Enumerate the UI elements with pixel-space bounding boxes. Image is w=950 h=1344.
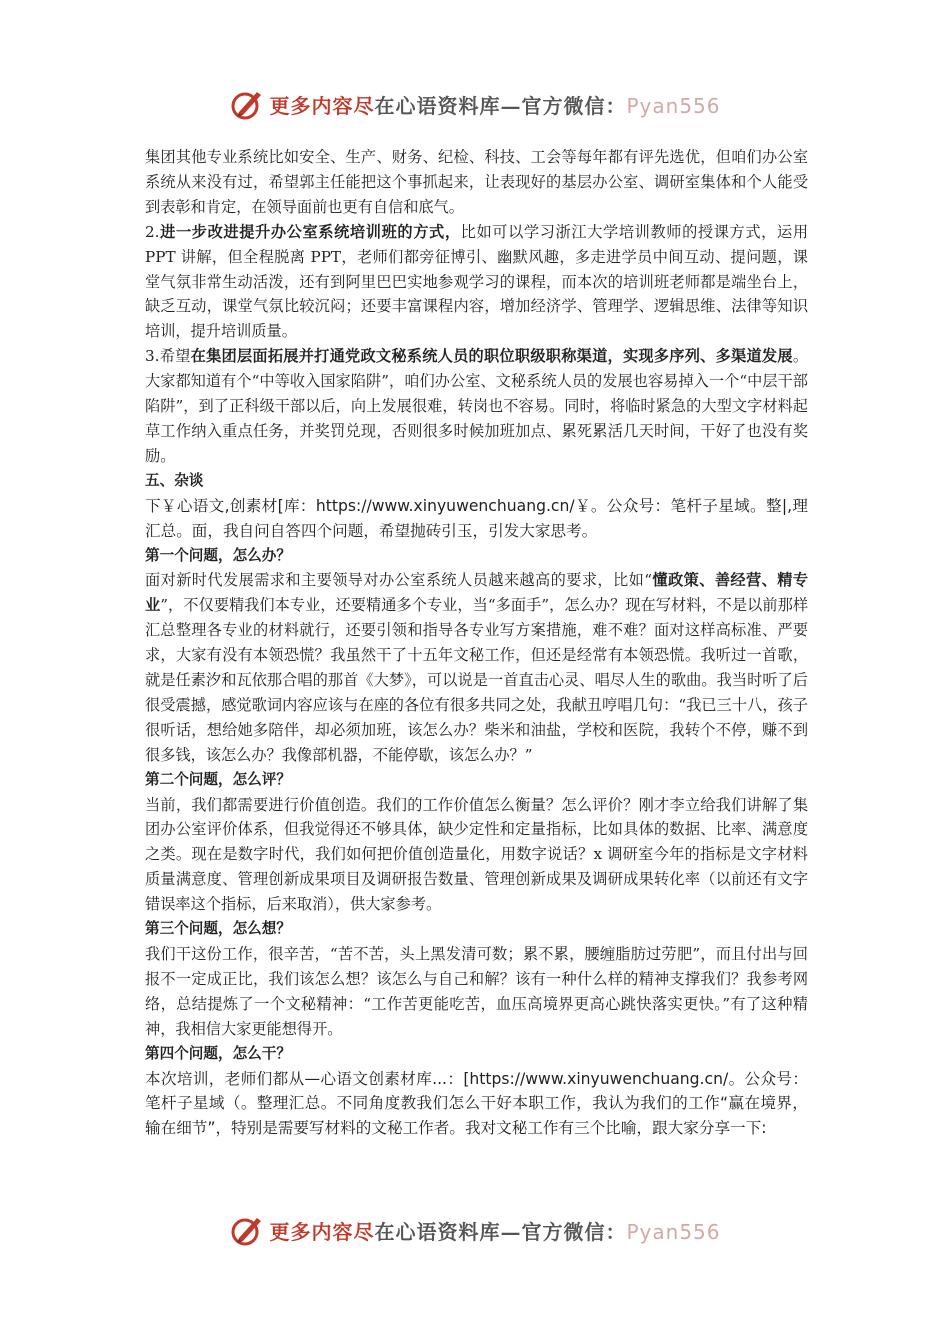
bold-phrase: 在集团层面拓展并打通党政文秘系统人员的职位职级职称渠道，实现多序列、多渠道发展: [190, 347, 793, 366]
section-heading: [145, 768, 808, 793]
text-run: ”，不仅要精我们本专业，还要精通多个专业，当“多面手”，怎么办？现在写材料，不是以前那样汇总整理各专业的材料就行，还要引领和指导各专业写方案措施，难不难？面对这样高标准、严要求，大家有没有本领恐慌？我虽然干了十五年文秘工作，但还是经常有本领恐慌。我听过一首歌，就是任素汐和瓦依那合唱的那首《大梦》，可以说是一首直击心灵、唱尽人生的歌曲。我当时听了后很受震撼，感觉歌词内容应该与在座的各位有很多共同之处，我献丑哼唱几句：“我已三十八，孩子很听话，想给她多陪伴，却必须加班，该怎么办？柴米和油盐，学校和医院，我转个不停，赚不到很多钱，该怎么办？我像部机器，不能停歇，该怎么办？”: [145, 596, 809, 764]
text-run: 第一个问题，怎么办？: [145, 546, 291, 564]
section-heading: [145, 917, 808, 942]
text-run: 集团其他专业系统比如安全、生产、财务、纪检、科技、工会等每年都有评先选优，但咱们办公室系统从来没有过，希望郭主任能把这个事抓起来，让表现好的基层办公室、调研室集体和个人能受到表彰和肯定，在领导面前也更有自信和底气。: [145, 148, 808, 216]
watermark-header: [0, 84, 950, 124]
watermark-footer: [0, 1210, 950, 1250]
watermark-text: [269, 90, 720, 119]
paragraph: [145, 145, 808, 220]
paragraph: [145, 344, 808, 469]
text-run: 面对新时代发展需求和主要领导对办公室系统人员越来越高的要求，比如“: [145, 571, 652, 590]
document-body: [145, 145, 808, 1141]
text-run: 第四个问题，怎么干？: [145, 1044, 291, 1062]
paragraph: [145, 942, 808, 1042]
watermark-wechat-id: Pyan556: [626, 93, 721, 118]
text-run: 第二个问题，怎么评？: [145, 770, 291, 788]
bold-phrase: 进一步改进提升办公室系统培训班的方式，: [159, 222, 461, 241]
text-run: 。大家都知道有个“中等收入国家陷阱”，咱们办公室、文秘系统人员的发展也容易掉入一个“中层干部陷阱”，到了正科级干部以后，向上发展很难，转岗也不容易。同时，将临时紧急的大型文字材料起草工作纳入重点任务，并奖罚兑现，否则很多时候加班加点、累死累活几天时间，干好了也没有奖励。: [145, 347, 808, 465]
section-heading: [145, 469, 808, 494]
watermark-text: [269, 1216, 720, 1245]
text-run: 当前，我们都需要进行价值创造。我们的工作价值怎么衡量？怎么评价？刚才李立给我们讲解了集团办公室评价体系，但我觉得还不够具体，缺少定性和定量指标，比如具体的数据、比率、满意度之类。现在是数字时代，我们如何把价值创造量化，用数字说话？x 调研室今年的指标是文字材料质量满意度、管理创新成果项目及调研报告数量、管理创新成果及调研成果转化率（以前还有文字错误率这个指标，后来取消），供大家参考。: [145, 795, 808, 914]
text-run: 3.希望: [145, 347, 191, 366]
watermark-wechat-id: Pyan556: [626, 1219, 721, 1244]
text-run: 第三个问题，怎么想？: [145, 920, 291, 938]
paragraph: [145, 220, 808, 345]
text-run: 我们干这份工作，很辛苦，“苦不苦，头上黑发清可数；累不累，腰缠脂肪过劳肥”，而且付出与回报不一定成正比，我们该怎么想？该怎么与自己和解？该有一种什么样的精神支撑我们？我参考网络，总结提炼了一个文秘精神：“工作苦更能吃苦，血压高境界更高心跳快落实更快。”有了这种精神，我相信大家更能想得开。: [145, 945, 808, 1038]
text-run: 2.: [145, 222, 160, 241]
paragraph: [145, 568, 808, 767]
pen-logo-icon: [229, 86, 265, 122]
text-run: 下￥心语文,创素材[库：https://www.xinyuwenchuang.cn/￥。公众号：笔杆子星域。整|,理汇总。面，我自问自答四个问题，希望抛砖引玉，引发大家思考。: [145, 496, 808, 540]
section-heading: [145, 544, 808, 569]
bold-phrase: 懂政策、善经营、精专业: [145, 571, 809, 615]
text-run: 本次培训，老师们都从—心语文创素材库...：[https://www.xinyuwenchuang.cn/。公众号：笔杆子星域（。整理汇总。不同角度教我们怎么干好本职工作，我认为我们的工作“赢在境界，输在细节”，特别是需要写材料的文秘工作者。我对文秘工作有三个比喻，跟大家分享一下:: [145, 1069, 808, 1138]
paragraph: [145, 793, 808, 918]
text-run: 比如可以学习浙江大学培训教师的授课方式，运用 PPT 讲解，但全程脱离 PPT，老师们都旁征博引、幽默风趣，多走进学员中间互动、提问题，课堂气氛非常生动活泼，还有到阿里巴巴实地参观学习的课程，而本次的培训班老师都是端坐台上，缺乏互动，课堂气氛比较沉闷；还要丰富课程内容，增加经济学、管理学、逻辑思维、法律等知识培训，提升培训质量。: [145, 222, 809, 341]
watermark-label: 更多内容尽在心语资料库—官方微信：: [269, 93, 627, 118]
paragraph: [145, 494, 808, 544]
pen-logo-icon: [229, 1212, 265, 1248]
paragraph: [145, 1067, 808, 1142]
section-heading: [145, 1042, 808, 1067]
watermark-label: 更多内容尽在心语资料库—官方微信：: [269, 1219, 627, 1244]
text-run: 五、杂谈: [145, 471, 204, 489]
